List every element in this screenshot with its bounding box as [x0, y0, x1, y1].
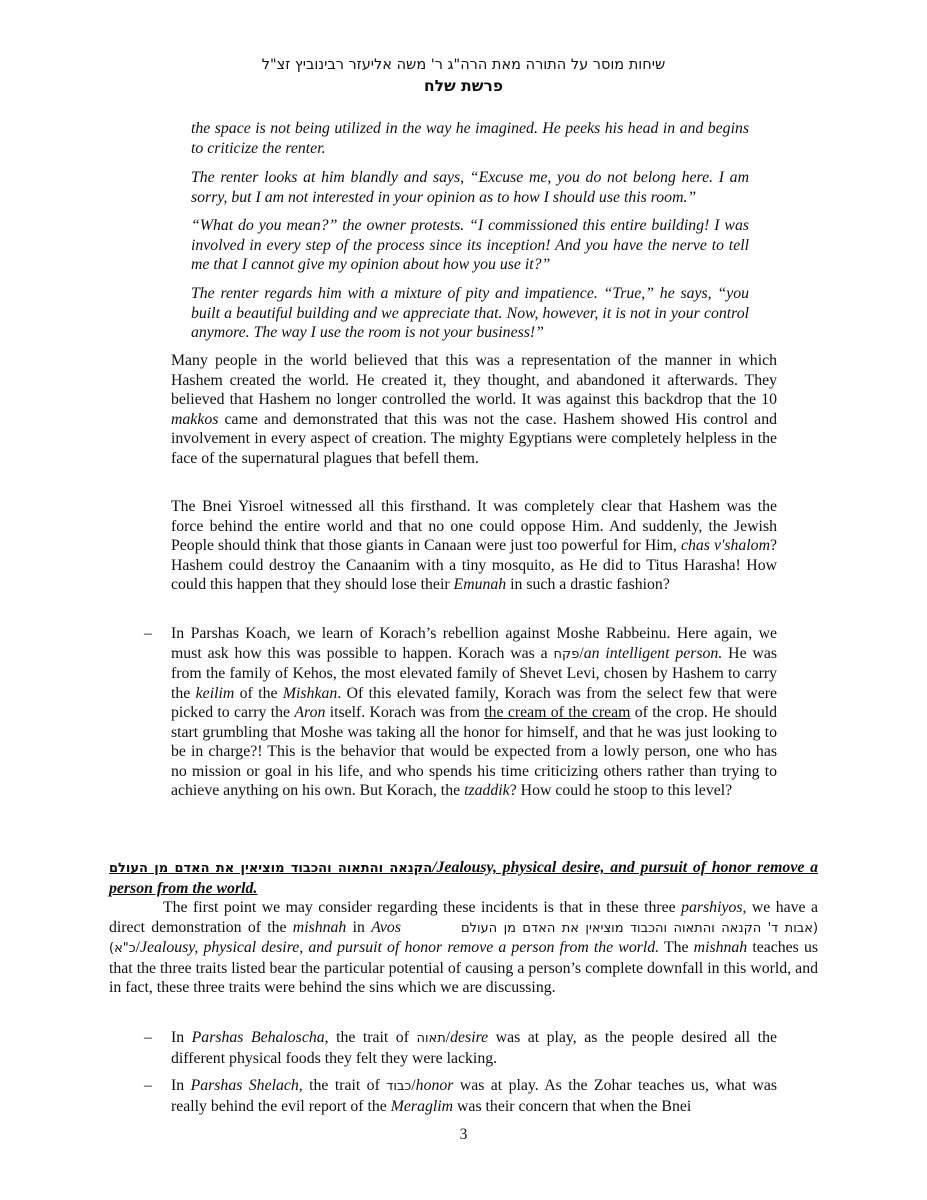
text: in such a drastic fashion? [506, 576, 670, 593]
text: The Bnei Yisroel witnessed all this firsthand. It was completely clear that Hashem was the force behind the entire world and that no one could oppose Him. And suddenly, the Jewish People should think that those giants in Canaan were just too powerful for Him, [171, 498, 777, 554]
text: Avos [371, 918, 401, 936]
hebrew-quote: הקנאה והתאוה והכבוד מוציאין את האדם מן העולם [460, 920, 762, 936]
section-heading [109, 858, 818, 898]
text: itself. Korach was from [325, 704, 485, 721]
text: In [171, 1029, 192, 1046]
text: In [171, 1077, 191, 1094]
body-paragraph-2 [171, 497, 777, 595]
text: Mishkan [282, 684, 338, 702]
text: desire [450, 1029, 489, 1046]
text: tzaddik [464, 782, 510, 799]
body-paragraph-1 [171, 351, 777, 468]
quote-paragraph-4: The renter regards him with a mixture of pity and impatience. “True,” he says, “you built a beautiful building and we appreciate that. Now, however, it is not in your control anymore. The way I use the room is not your business!” [191, 285, 749, 341]
text: In Parshas Koach, we learn of Korach’s rebellion against Moshe Rabbeinu. Here again, we must ask how this was possible to happen. Korach was a [171, 625, 777, 662]
text: was at play. As the Zohar teaches us, what was really behind the evil report of the [171, 1077, 778, 1115]
text: , the trait of [298, 1077, 387, 1094]
text: we have a direct demonstration of the [109, 899, 818, 936]
text: ? How could he stoop to this level? [509, 782, 733, 799]
underlined-text: the cream of the cream [484, 704, 631, 721]
bullet-dash: – [144, 625, 152, 642]
text: / [135, 939, 141, 956]
text: Parshas Behaloscha [191, 1029, 325, 1046]
hebrew-term: פקח [553, 646, 580, 662]
text: . Of this elevated family, Korach was from the select few that were picked to carry the [171, 684, 777, 721]
text: was at play, as the people desired all the different physical foods they felt they were lacking. [171, 1029, 777, 1067]
text: of the crop. He should start grumbling that Moshe was taking all the honor for himself, and that he was just looking to be in charge?! This is the behavior that would be expected from a lowly person, one who has no mission or goal in his life, and who spends his time criticizing others rather than trying to achieve anything on his own. But Korach, the [171, 704, 778, 799]
bullet-dash: – [144, 1029, 152, 1046]
page-number: 3 [459, 1126, 468, 1143]
text: makkos [171, 410, 219, 428]
bullet-shelach [171, 1076, 777, 1116]
hebrew-term: תאוה [416, 1031, 446, 1046]
text: / [411, 1077, 416, 1094]
text: / [445, 1029, 451, 1046]
section-heading-hebrew: הקנאה והתאוה והכבוד מוציאין את האדם מן העולם [109, 861, 433, 876]
text: teaches us that the three traits listed bear the particular potential of causing a person’s complete downfall in this world, and in fact, these three traits were behind the sins which we are discussing. [109, 939, 818, 996]
text: Aron [294, 704, 326, 721]
text: , the trait of [324, 1029, 417, 1046]
text: Many people in the world believed that this was a representation of the manner in which Hashem created the world. He created it, they thought, and abandoned it afterwards. They believed that Hashem no longer controlled the world. It was against this backdrop that the 10 [171, 352, 777, 408]
quote-paragraph-2: The renter looks at him blandly and says, “Excuse me, you do not belong here. I am sorry, but I am not interested in your opinion as to how I should use this room.” [191, 169, 749, 206]
bullet-korach [171, 624, 777, 801]
text: Emunah [453, 576, 507, 593]
text: of the [234, 684, 283, 702]
body-paragraph-3 [109, 898, 818, 998]
quote-paragraph-1: the space is not being utilized in the way he imagined. He peeks his head in and begins to criticize the renter. [191, 120, 749, 157]
text: / [579, 644, 584, 662]
text: He was from the family of Kehos, the most elevated family of Shevet Levi, chosen by Hashem to carry the [171, 644, 778, 702]
bullet-dash: – [144, 1077, 152, 1094]
text: keilim [195, 684, 235, 702]
section-heading-text: /Jealousy, physical desire, and pursuit of honor remove a person from the world. [109, 859, 818, 897]
text: The [659, 939, 694, 956]
text: in [346, 918, 372, 936]
text: was their concern that when the Bnei [453, 1097, 692, 1115]
text: honor [415, 1077, 454, 1094]
header-title: שיחות מוסר על התורה מאת הרה"ג ר' משה אליעזר רבינוביץ זצ"ל [261, 57, 666, 73]
text: parshiyos, [681, 899, 747, 916]
quote-paragraph-3: “What do you mean?” the owner protests. “I commissioned this entire building! I was involved in every step of the process since its inception! And you have the nerve to tell me that I cannot give my opinion about how you use it?” [191, 217, 749, 273]
text: mishnah [292, 918, 347, 936]
hebrew-source: (אבות ד' כ"א) [109, 920, 819, 956]
bullet-behaloscha [171, 1028, 777, 1068]
text: Parshas Shelach [190, 1077, 299, 1094]
page-header [0, 55, 927, 97]
text: mishnah [693, 939, 748, 956]
text: The first point we may consider regarding these incidents is that in these three [163, 899, 682, 916]
text: came and demonstrated that this was not the case. Hashem showed His control and involvement in every aspect of creation. The mighty Egyptians were completely helpless in the face of the supernatural plagues that befell them. [171, 410, 777, 467]
header-parsha: פרשת שלח [423, 77, 504, 95]
text: Meraglim [390, 1097, 454, 1115]
text: chas v'shalom [680, 537, 770, 554]
text: Jealousy, physical desire, and pursuit of honor remove a person from the world. [140, 939, 660, 956]
text: an intelligent person. [583, 644, 723, 662]
hebrew-term: כבוד [386, 1079, 412, 1094]
text: ? Hashem could destroy the Canaanim with a tiny mosquito, as He did to Titus Harasha! How could this happen that they should lose their [171, 537, 777, 593]
